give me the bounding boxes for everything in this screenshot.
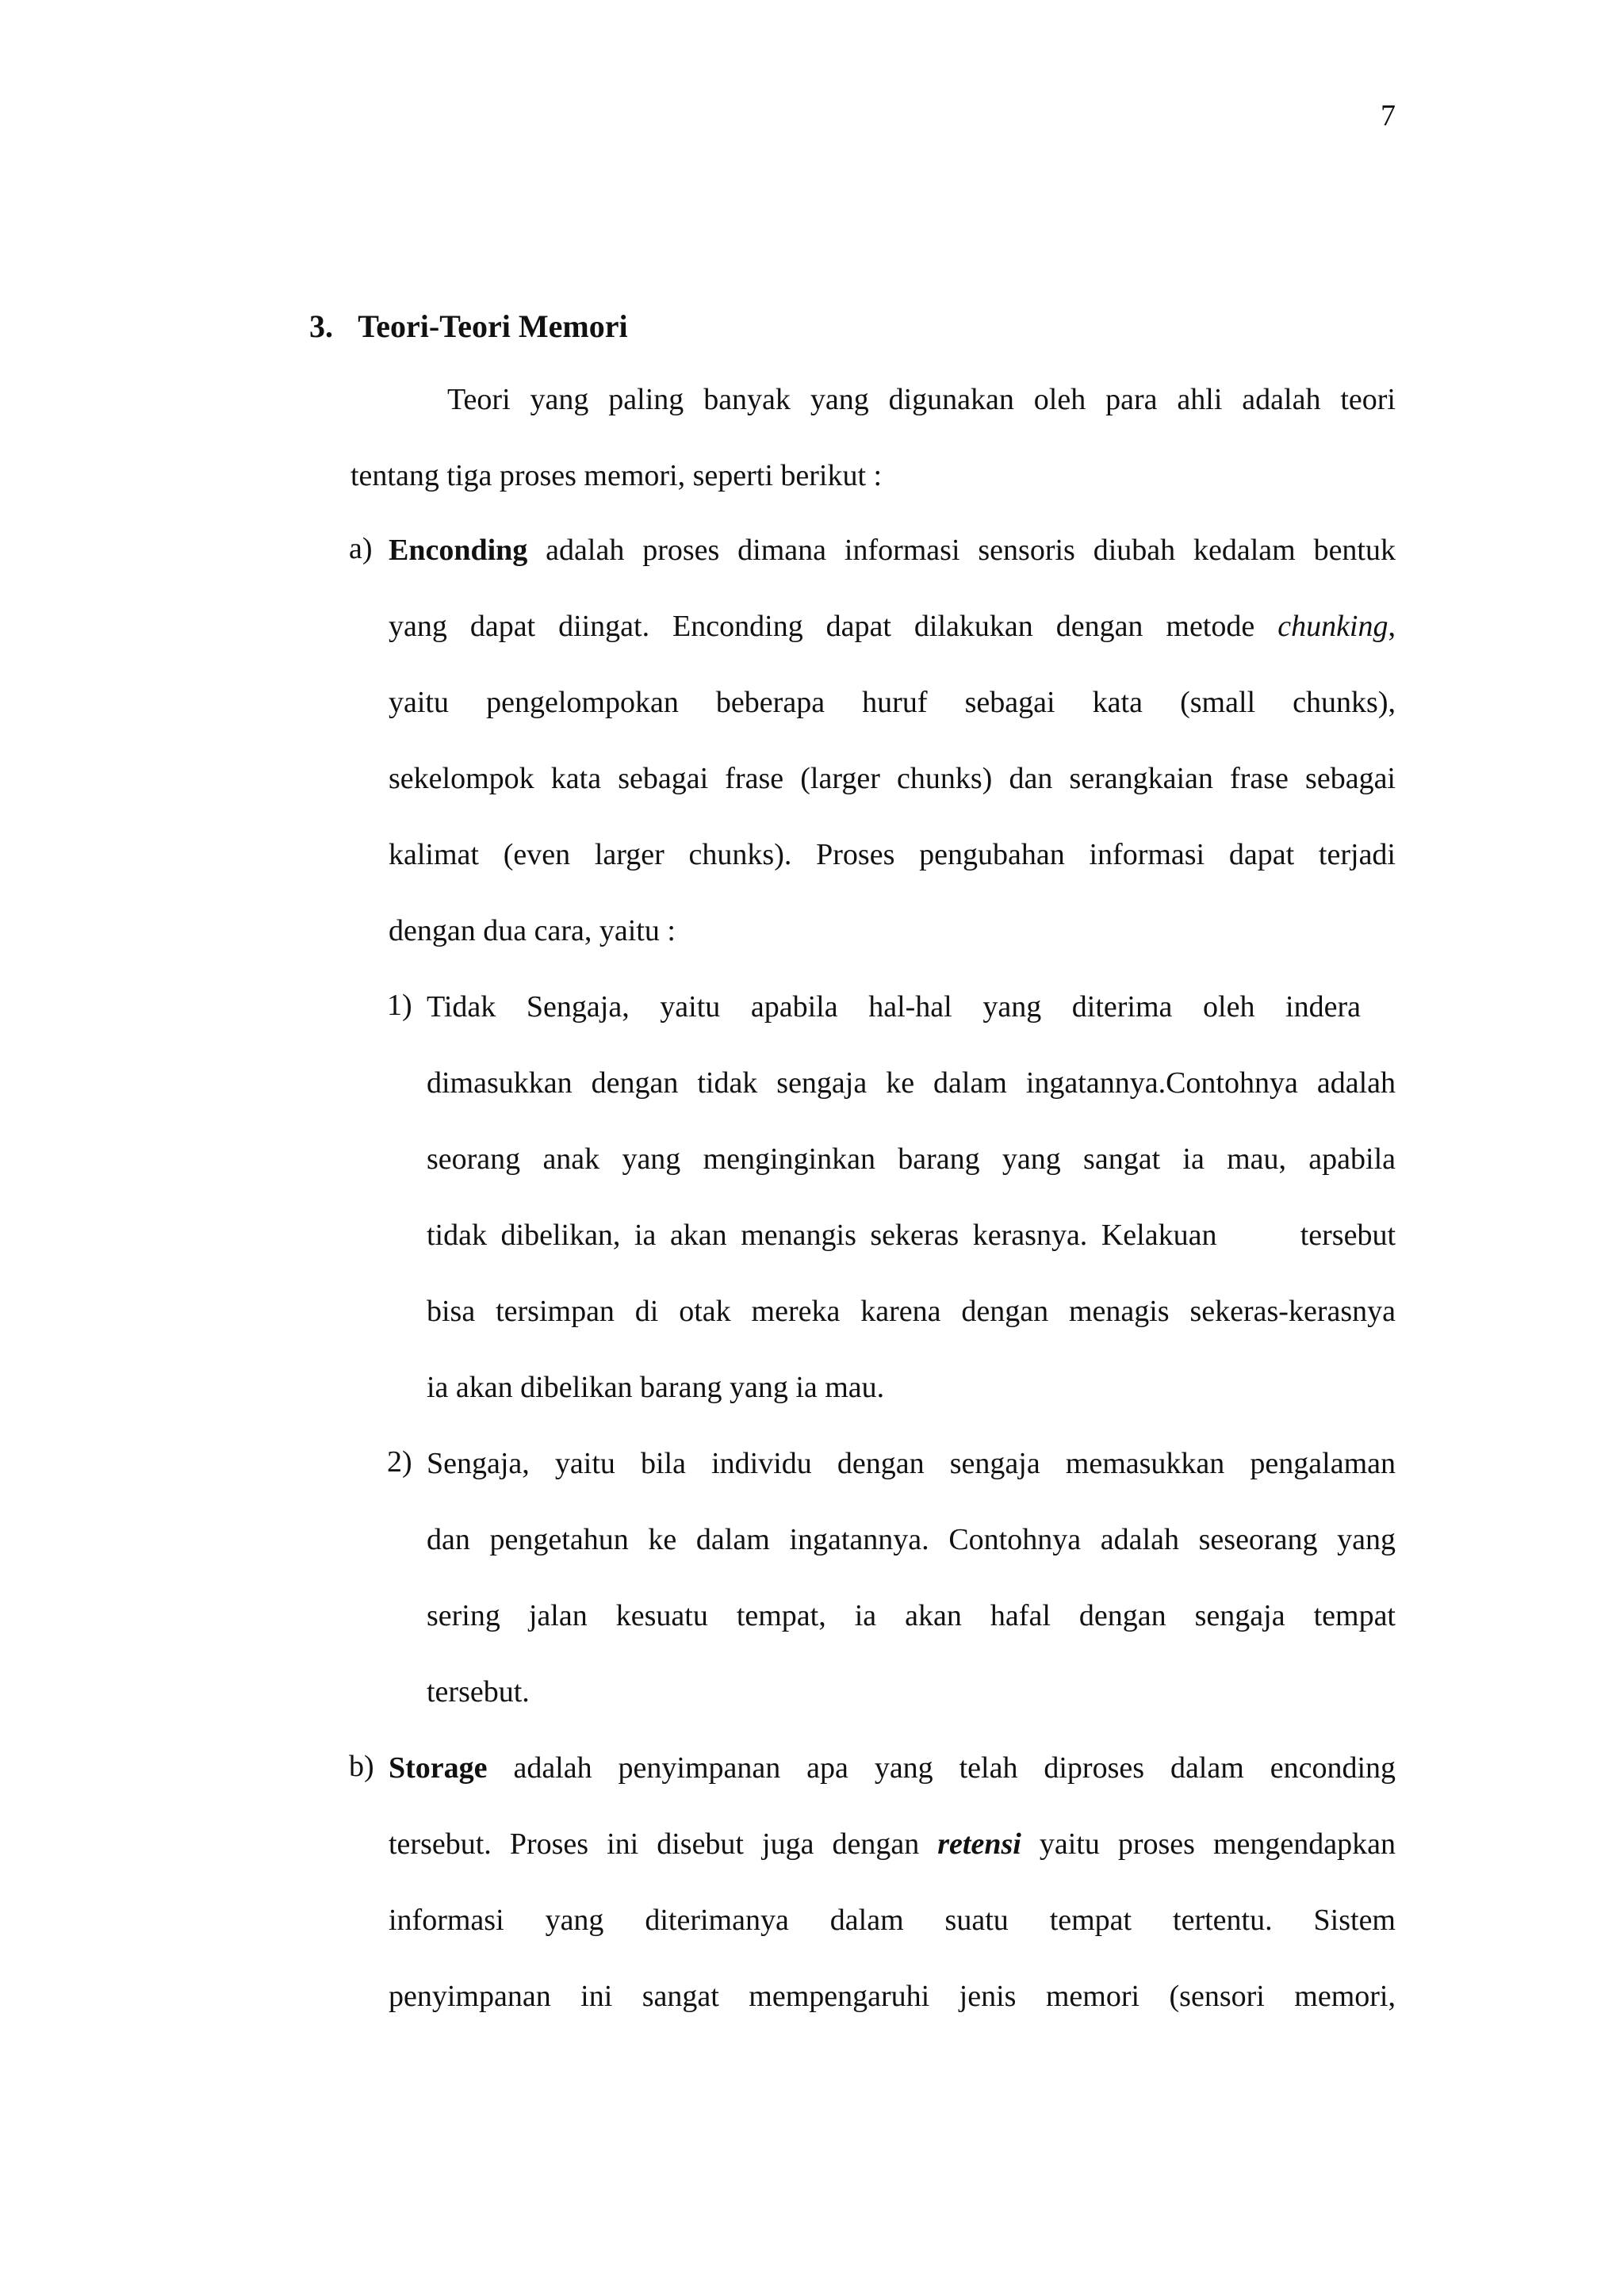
item-b-marker: b)	[349, 1750, 374, 1783]
item-a-line-5: kalimat (even larger chunks). Proses pengubahan informasi dapat terjadi	[389, 838, 1396, 871]
sub-item-2-line-3: sering jalan kesuatu tempat, ia akan hafal dengan sengaja tempat	[427, 1599, 1396, 1632]
item-b-retensi: retensi	[937, 1827, 1021, 1861]
item-b-line-4: penyimpanan ini sangat mempengaruhi jenis memori (sensori memori,	[389, 1980, 1396, 2013]
sub-item-2-line-2: dan pengetahun ke dalam ingatannya. Contohnya adalah seseorang yang	[427, 1523, 1396, 1556]
item-b-paragraph	[389, 1730, 1396, 2034]
intro-line-1: Teori yang paling banyak yang digunakan oleh para ahli adalah teori	[447, 383, 1396, 416]
item-a-paragraph	[389, 512, 1396, 969]
item-a-chunking: chunking	[1277, 610, 1388, 643]
item-b-line-2-text: tersebut. Proses ini disebut juga dengan	[389, 1827, 938, 1861]
item-a-line-1-text: adalah proses dimana informasi sensoris diubah kedalam bentuk	[527, 534, 1396, 567]
sub-item-1-line-3: seorang anak yang menginginkan barang yang sangat ia mau, apabila	[427, 1142, 1396, 1176]
item-b-line-2	[389, 1806, 1396, 1882]
sub-item-2-marker: 2)	[387, 1445, 412, 1479]
intro-paragraph	[350, 362, 1396, 514]
item-a-line-2-text: yang dapat diingat. Enconding dapat dilakukan dengan metode	[389, 610, 1278, 643]
intro-line-2: tentang tiga proses memori, seperti berikut :	[350, 459, 883, 492]
item-a-line-1	[389, 512, 1396, 588]
sub-item-1-paragraph	[427, 969, 1396, 1425]
item-b-line-3: informasi yang diterimanya dalam suatu tempat tertentu. Sistem	[389, 1904, 1396, 1937]
item-b-line-2-end: yaitu proses mengendapkan	[1021, 1827, 1396, 1861]
sub-item-1-line-1: Tidak Sengaja, yaitu apabila hal-hal yang diterima oleh indera	[427, 990, 1361, 1024]
sub-item-2-line-4: tersebut.	[427, 1675, 530, 1709]
sub-item-1-line-5: bisa tersimpan di otak mereka karena dengan menagis sekeras-kerasnya	[427, 1295, 1396, 1328]
section-number: 3.	[309, 308, 333, 344]
item-a-term: Enconding	[389, 534, 528, 567]
page-number: 7	[1381, 99, 1396, 132]
item-a-line-3: yaitu pengelompokan beberapa huruf sebagai kata (small chunks),	[389, 686, 1396, 719]
section-heading	[309, 308, 628, 345]
sub-item-1-line-2: dimasukkan dengan tidak sengaja ke dalam ingatannya.Contohnya adalah	[427, 1066, 1396, 1100]
sub-item-2-line-1: Sengaja, yaitu bila individu dengan sengaja memasukkan pengalaman	[427, 1447, 1396, 1480]
item-a-marker: a)	[349, 532, 373, 565]
item-a-line-4: sekelompok kata sebagai frase (larger chunks) dan serangkaian frase sebagai	[389, 762, 1396, 795]
item-a-line-2	[389, 588, 1396, 664]
sub-item-1-line-6: ia akan dibelikan barang yang ia mau.	[427, 1371, 885, 1404]
item-a-line-6: dengan dua cara, yaitu :	[389, 914, 676, 947]
sub-item-1-marker: 1)	[387, 989, 412, 1022]
item-b-line-1-text: adalah penyimpanan apa yang telah diproses dalam enconding	[487, 1751, 1396, 1785]
item-b-line-1	[389, 1730, 1396, 1806]
sub-item-1-line-4: tidak dibelikan, ia akan menangis sekeras kerasnya. Kelakuan tersebut	[427, 1219, 1396, 1252]
item-b-term: Storage	[389, 1751, 488, 1785]
section-title: Teori-Teori Memori	[358, 308, 628, 344]
sub-item-2-paragraph	[427, 1425, 1396, 1730]
item-a-line-2-end: ,	[1388, 610, 1396, 643]
